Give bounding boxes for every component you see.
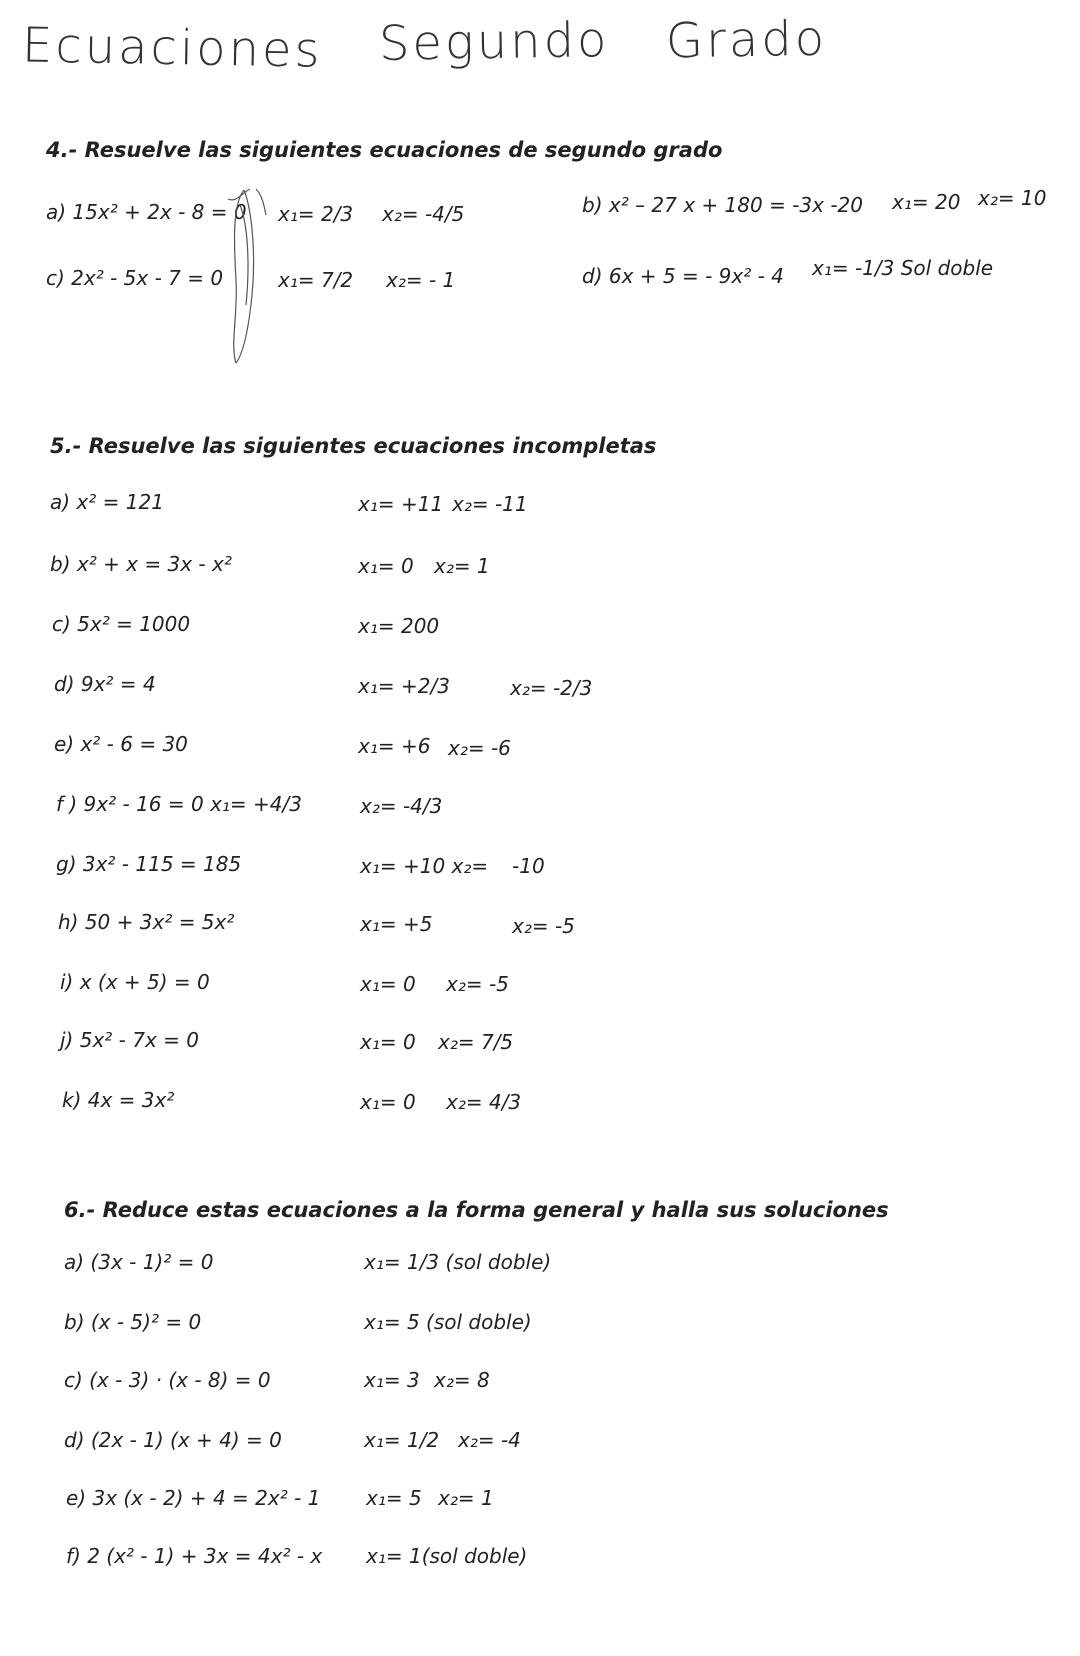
s5-sol-i-x1: x₁= 0 bbox=[360, 972, 416, 996]
section-6-heading: 6.- Reduce estas ecuaciones a la forma general y halla sus soluciones bbox=[64, 1198, 889, 1222]
s5-sol-e-x1: x₁= +6 bbox=[358, 734, 431, 758]
title-word-3: Grado bbox=[665, 10, 828, 70]
s4-sol-c-x1: x₁= 7/2 bbox=[278, 268, 354, 292]
title-word-1: Ecuaciones bbox=[21, 17, 324, 79]
s5-sol-g-x2: -10 bbox=[512, 854, 545, 878]
s5-sol-f-x2: x₂= -4/3 bbox=[360, 794, 443, 818]
s5-sol-g-x1: x₁= +10 x₂= bbox=[360, 854, 489, 878]
s6-sol-c-x2: x₂= 8 bbox=[434, 1368, 490, 1392]
s6-sol-a-x1: x₁= 1/3 (sol doble) bbox=[364, 1250, 552, 1274]
s5-eq-c: c) 5x² = 1000 bbox=[52, 612, 191, 636]
s4-sol-b-x1: x₁= 20 bbox=[892, 190, 961, 214]
s5-sol-k-x1: x₁= 0 bbox=[360, 1090, 416, 1114]
s5-eq-a: a) x² = 121 bbox=[50, 490, 164, 514]
s5-eq-e: e) x² - 6 = 30 bbox=[54, 732, 188, 756]
s4-eq-a: a) 15x² + 2x - 8 = 0 bbox=[46, 200, 247, 224]
s6-sol-b-x1: x₁= 5 (sol doble) bbox=[364, 1310, 532, 1334]
s6-eq-f: f) 2 (x² - 1) + 3x = 4x² - x bbox=[66, 1544, 323, 1568]
s4-sol-b-x2: x₂= 10 bbox=[978, 186, 1047, 210]
pen-scribble-mark bbox=[222, 185, 274, 370]
s6-eq-a: a) (3x - 1)² = 0 bbox=[64, 1250, 214, 1274]
s5-eq-b: b) x² + x = 3x - x² bbox=[50, 552, 232, 576]
s5-sol-k-x2: x₂= 4/3 bbox=[446, 1090, 522, 1114]
s5-eq-k: k) 4x = 3x² bbox=[62, 1088, 175, 1112]
section-5-heading: 5.- Resuelve las siguientes ecuaciones incompletas bbox=[50, 434, 657, 458]
s6-eq-e: e) 3x (x - 2) + 4 = 2x² - 1 bbox=[66, 1486, 321, 1510]
s6-sol-f-x1: x₁= 1(sol doble) bbox=[366, 1544, 528, 1568]
s6-sol-d-x1: x₁= 1/2 bbox=[364, 1428, 440, 1452]
s5-sol-d-x1: x₁= +2/3 bbox=[358, 674, 450, 698]
s6-eq-b: b) (x - 5)² = 0 bbox=[64, 1310, 202, 1334]
s5-sol-e-x2: x₂= -6 bbox=[448, 736, 511, 760]
s5-sol-d-x2: x₂= -2/3 bbox=[510, 676, 593, 700]
s4-sol-a-x1: x₁= 2/3 bbox=[278, 202, 354, 226]
s4-sol-a-x2: x₂= -4/5 bbox=[382, 202, 465, 226]
handwritten-title bbox=[21, 10, 865, 79]
s5-sol-i-x2: x₂= -5 bbox=[446, 972, 509, 996]
s5-eq-g: g) 3x² - 115 = 185 bbox=[56, 852, 242, 876]
s5-sol-b-x1: x₁= 0 bbox=[358, 554, 414, 578]
s4-sol-d-x1: x₁= -1/3 Sol doble bbox=[812, 256, 994, 280]
s5-eq-f: f ) 9x² - 16 = 0 x₁= +4/3 bbox=[56, 792, 302, 816]
s5-sol-a-x2: x₂= -11 bbox=[452, 492, 528, 516]
section-4-heading: 4.- Resuelve las siguientes ecuaciones de segundo grado bbox=[46, 138, 723, 162]
s5-eq-d: d) 9x² = 4 bbox=[54, 672, 156, 696]
s6-eq-c: c) (x - 3) · (x - 8) = 0 bbox=[64, 1368, 271, 1392]
s5-sol-j-x2: x₂= 7/5 bbox=[438, 1030, 514, 1054]
s5-sol-j-x1: x₁= 0 bbox=[360, 1030, 416, 1054]
s5-eq-h: h) 50 + 3x² = 5x² bbox=[58, 910, 235, 934]
s4-eq-b: b) x² – 27 x + 180 = -3x -20 bbox=[582, 193, 863, 217]
s4-sol-c-x2: x₂= - 1 bbox=[386, 268, 456, 292]
s6-sol-e-x2: x₂= 1 bbox=[438, 1486, 494, 1510]
s6-sol-d-x2: x₂= -4 bbox=[458, 1428, 521, 1452]
s5-sol-h-x1: x₁= +5 bbox=[360, 912, 433, 936]
s4-eq-d: d) 6x + 5 = - 9x² - 4 bbox=[582, 264, 784, 288]
s5-sol-a-x1: x₁= +11 bbox=[358, 492, 444, 516]
s6-sol-e-x1: x₁= 5 bbox=[366, 1486, 422, 1510]
title-word-2: Segundo bbox=[378, 11, 610, 73]
s5-eq-i: i) x (x + 5) = 0 bbox=[60, 970, 210, 994]
s4-eq-c: c) 2x² - 5x - 7 = 0 bbox=[46, 266, 224, 290]
s5-sol-h-x2: x₂= -5 bbox=[512, 914, 575, 938]
s6-sol-c-x1: x₁= 3 bbox=[364, 1368, 420, 1392]
s6-eq-d: d) (2x - 1) (x + 4) = 0 bbox=[64, 1428, 282, 1452]
s5-sol-c-x1: x₁= 200 bbox=[358, 614, 440, 638]
s5-eq-j: j) 5x² - 7x = 0 bbox=[60, 1028, 199, 1052]
s5-sol-b-x2: x₂= 1 bbox=[434, 554, 490, 578]
